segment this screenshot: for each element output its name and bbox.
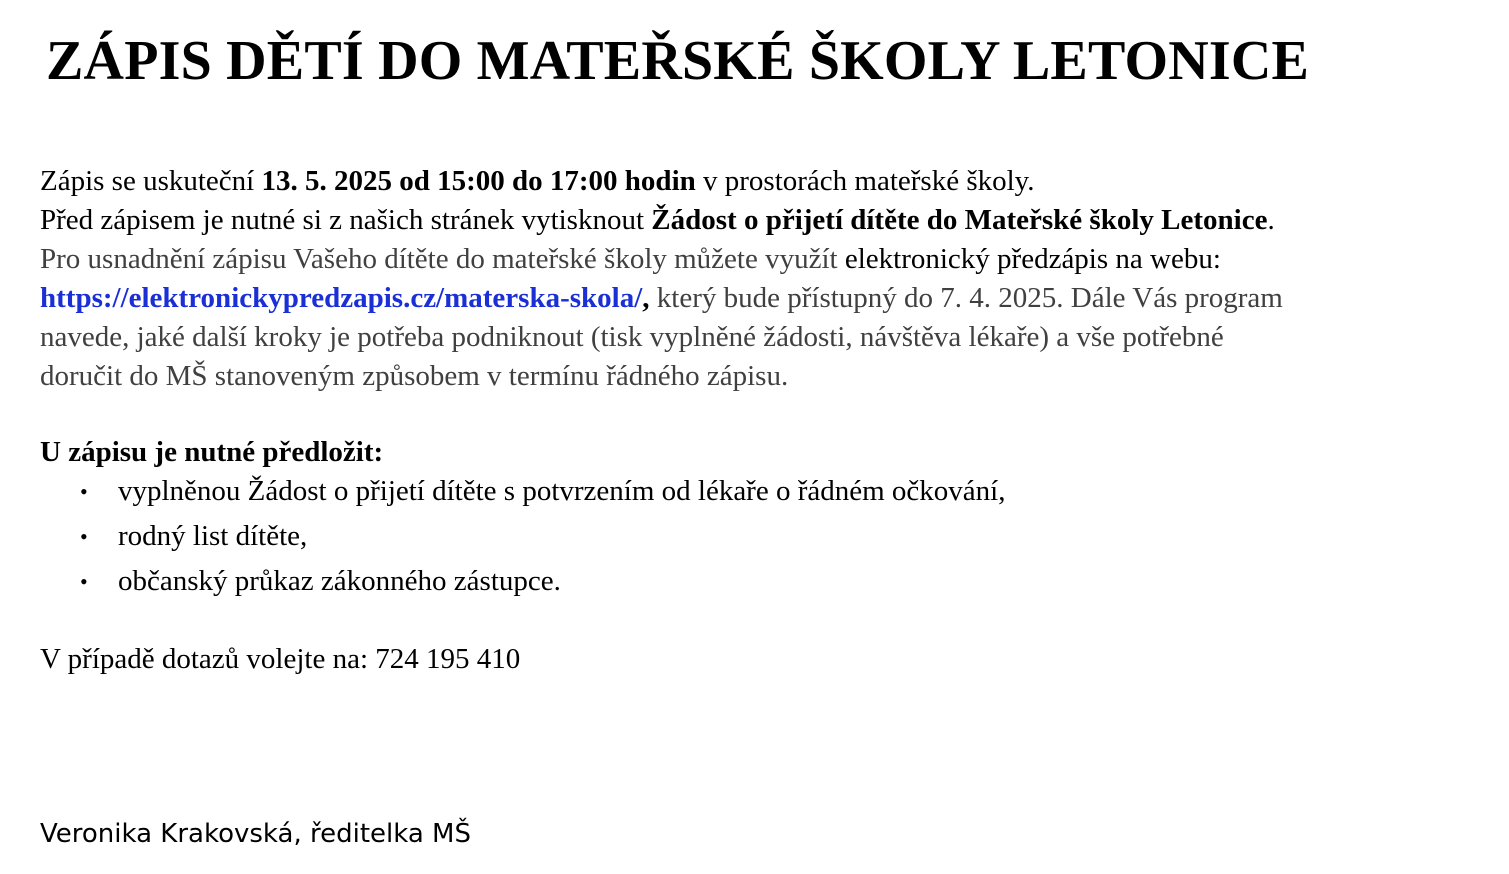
date-time-text: 13. 5. 2025 od 15:00 do 17:00 hodin <box>261 165 696 197</box>
list-item <box>80 517 1005 562</box>
prereg-intro-text: Pro usnadnění zápisu Vašeho dítěte do mateřské školy můžete využít <box>40 243 845 275</box>
bullet-icon: • <box>80 569 88 594</box>
requirements-list <box>80 472 1005 607</box>
prereg-link[interactable]: https://elektronickypredzapis.cz/materska-skola/ <box>40 282 643 314</box>
info-paragraph <box>40 162 1490 396</box>
form-name-text: Žádost o přijetí dítěte do Mateřské školy Letonice <box>651 204 1268 236</box>
paragraph-line-date <box>40 162 1490 201</box>
signature: Veronika Krakovská, ředitelka MŠ <box>40 819 471 849</box>
prereg-web-text: elektronický předzápis na webu: <box>844 243 1221 275</box>
bullet-icon: • <box>80 524 88 549</box>
page-title: ZÁPIS DĚTÍ DO MATEŘSKÉ ŠKOLY LETONICE <box>46 30 1310 92</box>
form-intro-text: Před zápisem je nutné si z našich stránek vytisknout <box>40 204 652 236</box>
list-item-text: občanský průkaz zákonného zástupce. <box>118 565 561 597</box>
paragraph-line-steps: navede, jaké další kroky je potřeba podniknout (tisk vyplněné žádosti, návštěva lékaře) a vše potřebné <box>40 321 1224 353</box>
list-item <box>80 562 1005 607</box>
contact-line: V případě dotazů volejte na: 724 195 410 <box>40 643 521 675</box>
availability-text: který bude přístupný do 7. 4. 2025. Dále Vás program <box>649 282 1283 314</box>
bullet-icon: • <box>80 479 88 504</box>
requirements-heading: U zápisu je nutné předložit: <box>40 436 384 468</box>
paragraph-line-prereg <box>40 240 1490 279</box>
list-item-text: rodný list dítěte, <box>118 520 308 552</box>
location-text: v prostorách mateřské školy. <box>695 165 1035 197</box>
paragraph-line-link <box>40 279 1490 318</box>
paragraph-line-delivery: doručit do MŠ stanoveným způsobem v termínu řádného zápisu. <box>40 360 789 392</box>
list-item <box>80 472 1005 517</box>
paragraph-line-form <box>40 201 1490 240</box>
date-intro-text: Zápis se uskuteční <box>40 165 262 197</box>
link-comma: , <box>642 282 650 314</box>
list-item-text: vyplněnou Žádost o přijetí dítěte s potvrzením od lékaře o řádném očkování, <box>118 475 1006 507</box>
form-period: . <box>1267 204 1275 236</box>
